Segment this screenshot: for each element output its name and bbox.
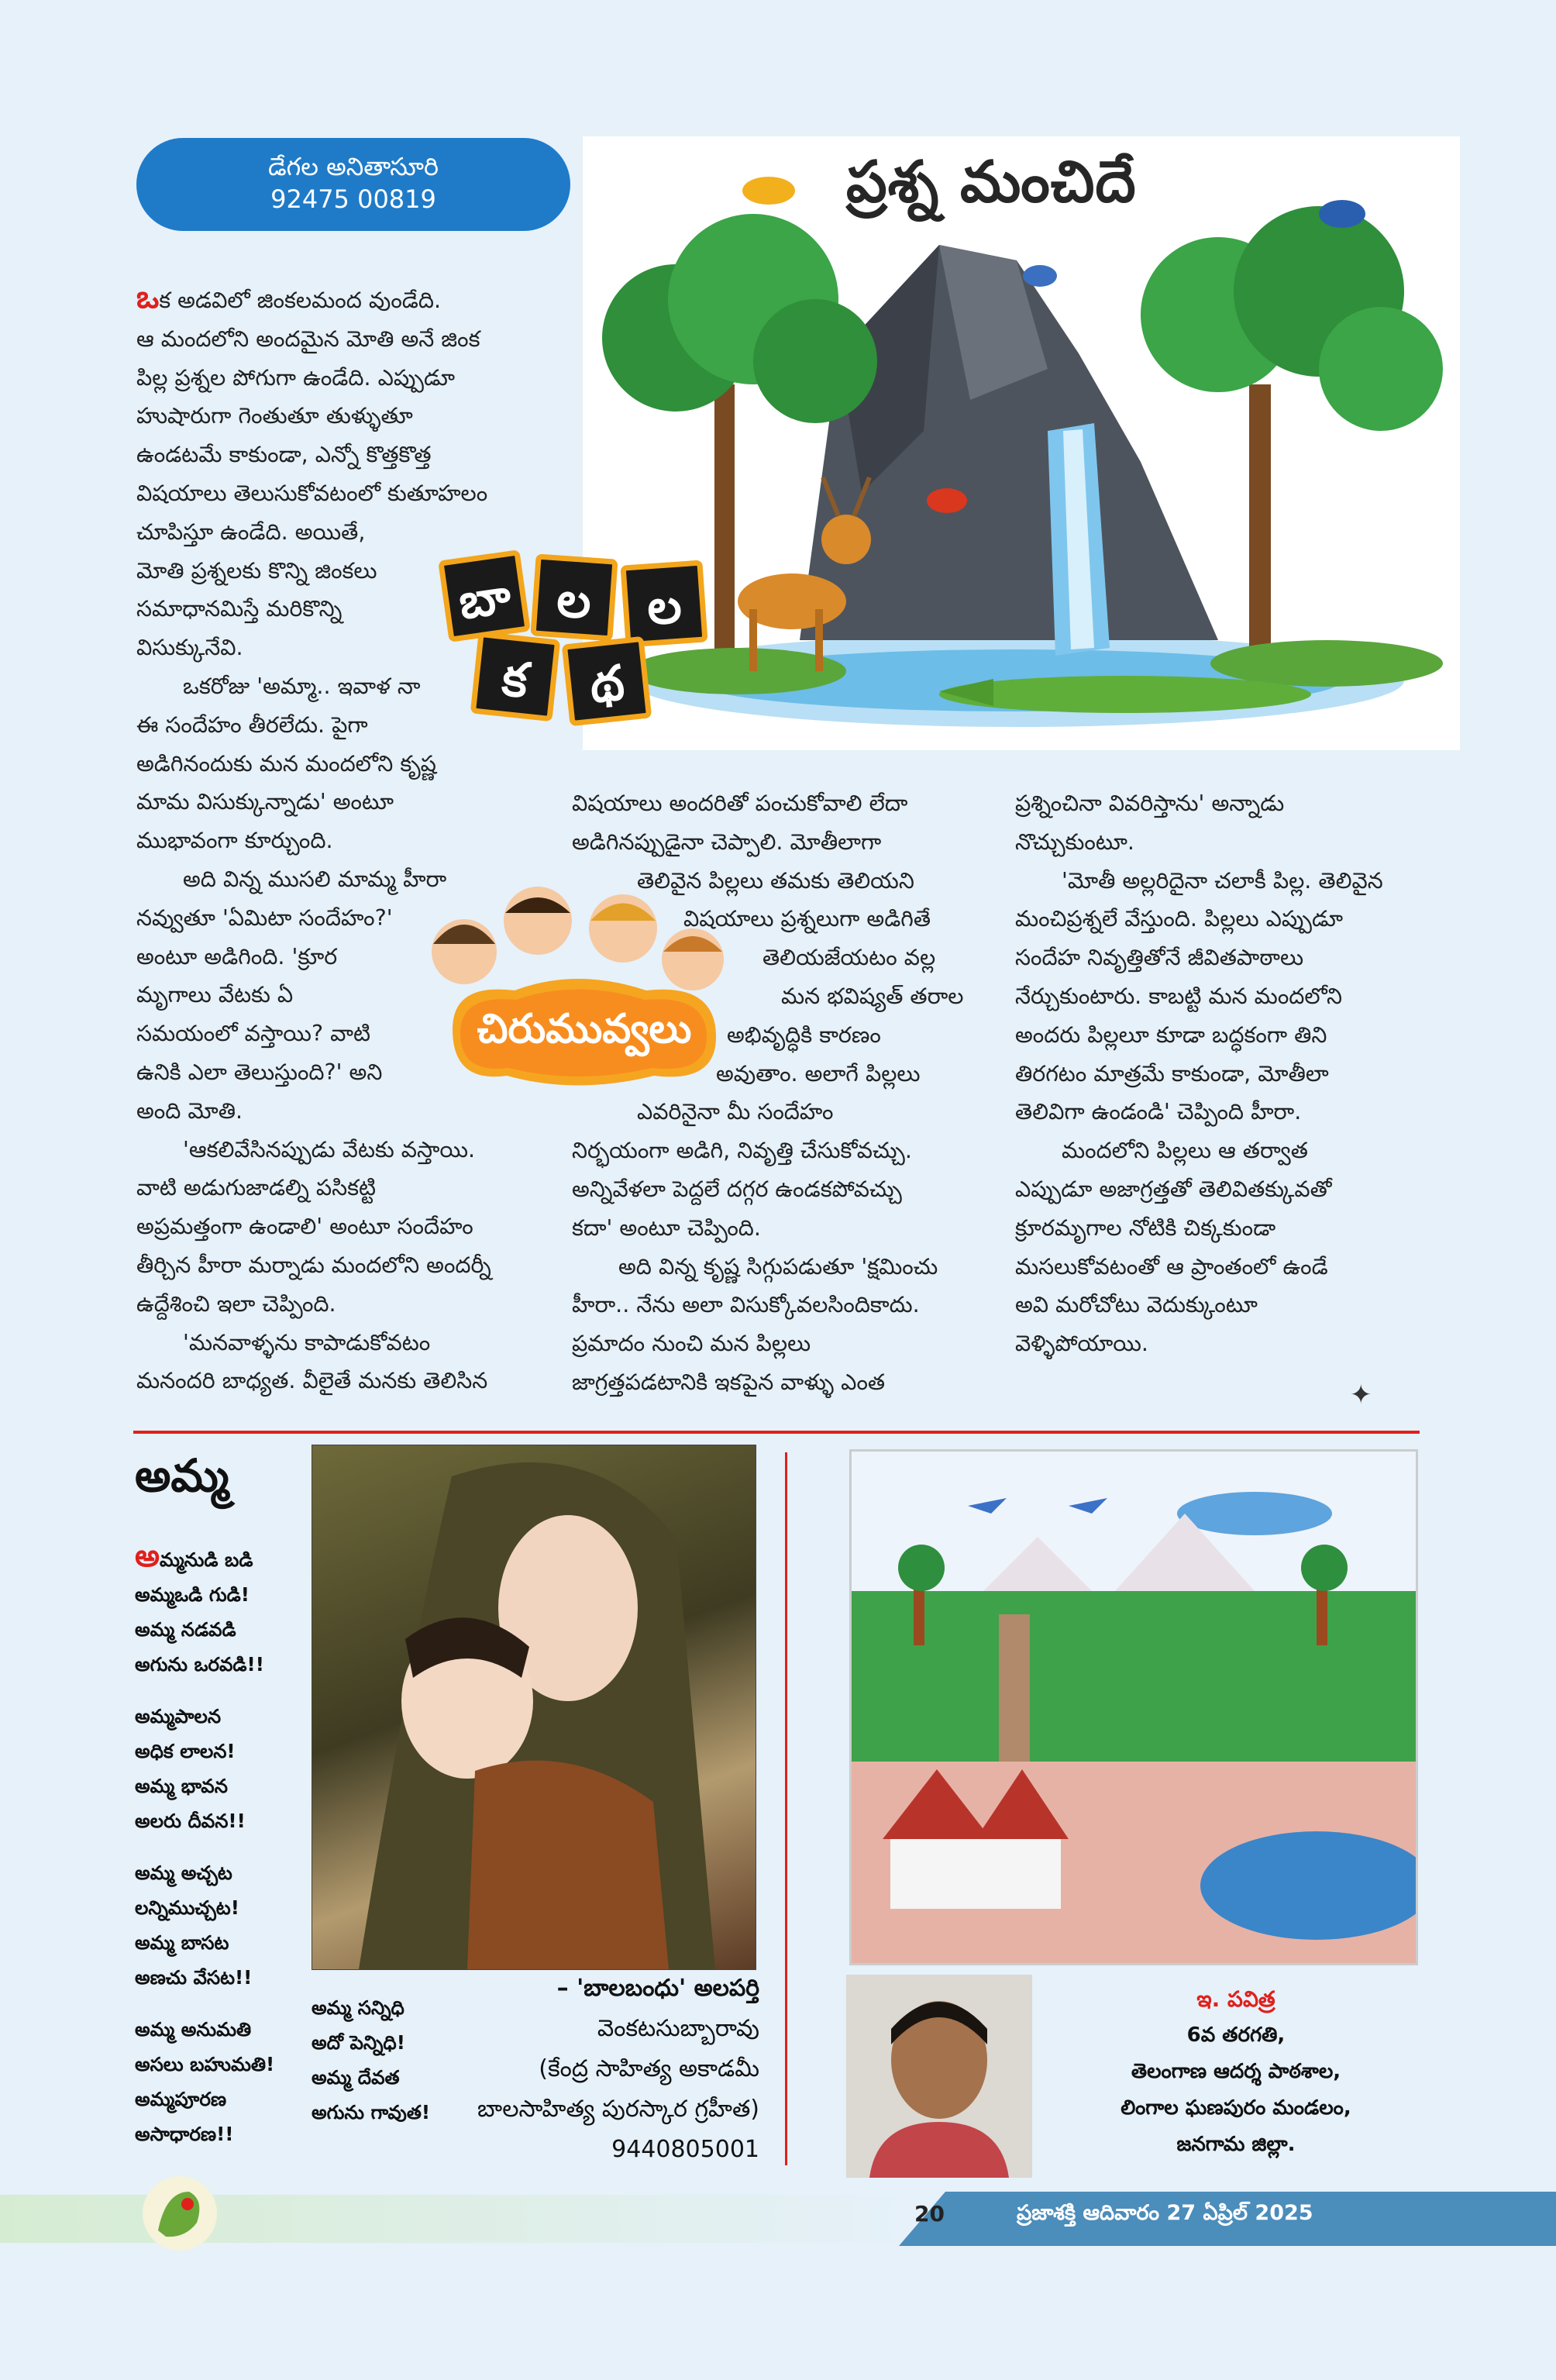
story-line: వాటి అడుగుజాడల్ని పసికట్టి [136, 1175, 377, 1201]
kids-faces-icon [422, 882, 738, 1114]
forest-scene-image [583, 136, 1460, 750]
publication-logo-icon [143, 2176, 217, 2251]
poem-line: అలరు దీవన!! [135, 1810, 246, 1832]
story-line: ఒక అడవిలో జింకలమంద వుండేది. [136, 280, 442, 315]
poem-line: అగును ఒరవడి!! [135, 1653, 264, 1676]
story-line: ఒకరోజు 'అమ్మా.. ఇవాళ నా [183, 673, 421, 699]
poem-line: అమ్మ నడవడి [135, 1618, 236, 1641]
student-district: జనగామ జిల్లా. [1176, 2133, 1296, 2156]
story-line: ఎవరినైనా మీ సందేహం [637, 1099, 834, 1125]
poem-line: అసాధారణ!! [135, 2123, 234, 2145]
story-line: ముభావంగా కూర్చుంది. [136, 828, 333, 854]
chirumuvvalu-logo [422, 882, 738, 1114]
column-divider [785, 1452, 787, 2165]
drop-cap: అ [135, 1538, 160, 1574]
story-line: ప్రశ్నించినా వివరిస్తాను' అన్నాడు [1015, 790, 1285, 816]
poem-line: అమ్మ అనుమతి [135, 2018, 252, 2041]
story-line: హుషారుగా గెంతుతూ తుళ్ళుతూ [136, 403, 413, 429]
poem-stanzas [135, 1539, 305, 2168]
poem-line: అసలు బహుమతి! [135, 2053, 275, 2075]
poem-line: అమ్మ బాసట [135, 1931, 229, 1954]
story-line: అడిగినందుకు మన మందలోని కృష్ణ [136, 750, 436, 777]
credit-line: – 'బాలబంధు' అలపర్తి [556, 1975, 759, 2002]
poem-line: అమ్మపాలన [135, 1705, 222, 1727]
story-line: అప్రమత్తంగా ఉండాలి' అంటూ సందేహం [136, 1214, 473, 1240]
drop-cap: ఒ [136, 280, 160, 315]
section-divider [133, 1431, 1420, 1434]
story-line: తెలివిగా ఉండండి' చెప్పింది హీరా. [1015, 1099, 1302, 1125]
credit-line: బాలసాహిత్య పురస్కార గ్రహీత) [477, 2096, 759, 2123]
story-line: తెలివైన పిల్లలు తమకు తెలియని [637, 867, 914, 894]
mother-child-image [312, 1445, 756, 1969]
poem-last-stanza [312, 1990, 482, 2147]
story-line: అది విన్న ముసలి మామ్మ హీరా [183, 866, 447, 892]
story-line: ప్రమాదం నుంచి మన పిల్లలు [572, 1331, 811, 1357]
tile-ka: క [470, 632, 560, 722]
sparkle-icon: ✦ [1350, 1379, 1372, 1410]
story-line: క్రూరమృగాల నోటికి చిక్కకుండా [1015, 1214, 1276, 1241]
author-name: డేగల అనితాసూరి [267, 152, 439, 181]
story-line: 'మోతీ అల్లరిదైనా చలాకీ పిల్ల. తెలివైన [1062, 867, 1383, 894]
story-line: ఆ మందలోని అందమైన మోతి అనే జింక [136, 325, 480, 352]
story-line: సమాధానమిస్తే మరికొన్ని [136, 596, 343, 622]
story-line: అవుతాం. అలాగే పిల్లలు [716, 1060, 921, 1087]
story-line: అంది మోతి. [136, 1097, 243, 1124]
page-number: 20 [914, 2201, 945, 2227]
poem-line: అమ్మఒడి గుడి! [135, 1583, 250, 1606]
story-line: అభివృద్ధికి కారణం [727, 1021, 881, 1048]
story-line: నేర్చుకుంటారు. కాబట్టి మన మందలోని [1015, 983, 1343, 1009]
story-line: మనందరి బాధ్యత. వీలైతే మనకు తెలిసిన [136, 1368, 488, 1394]
story-line: 'ఆకలివేసినప్పుడు వేటకు వస్తాయి. [183, 1136, 476, 1162]
poem-line: అమ్మ సన్నిధి [312, 1996, 404, 2019]
masthead-text: ప్రజాశక్తి ఆదివారం 27 ఏప్రిల్ 2025 [1017, 2201, 1313, 2225]
poem-line: అధిక లాలన! [135, 1740, 236, 1762]
story-column-1 [136, 279, 570, 1400]
story-line: విషయాలు అందరితో పంచుకోవాలి లేదా [572, 790, 908, 816]
poem-line: అమ్మ భావన [135, 1775, 228, 1797]
story-line: అందరు పిల్లలూ కూడా బద్ధకంగా తిని [1015, 1021, 1327, 1048]
story-line: కదా' అంటూ చెప్పింది. [572, 1214, 761, 1241]
poem-line: అగును గావుత! [312, 2101, 431, 2123]
tile-ba: బా [438, 549, 531, 642]
author-phone: 92475 00819 [270, 184, 436, 214]
village-drawing-image [852, 1452, 1416, 1963]
story-line: నొచ్చుకుంటూ. [1015, 828, 1134, 855]
story-line: ఎప్పుడూ అజాగ్రత్తతో తెలివితక్కువతో [1015, 1176, 1332, 1202]
story-line: మృగాలు వేటకు ఏ [136, 982, 294, 1008]
credit-line: (కేంద్ర సాహిత్య అకాడమీ [539, 2055, 759, 2082]
story-line: హీరా.. నేను అలా విసుక్కోవలసిందికాదు. [572, 1292, 920, 1318]
story-line: తెలియజేయటం వల్ల [763, 945, 936, 971]
student-info [1062, 1981, 1410, 2163]
poem-stanza [135, 1855, 305, 1995]
story-line: విసుక్కునేవి. [136, 635, 243, 661]
mother-child-painting [312, 1445, 756, 1970]
story-line: విషయాలు ప్రశ్నలుగా అడిగితే [683, 906, 931, 932]
story-line: సందేహ నివృత్తితోనే జీవితపాఠాలు [1015, 945, 1304, 971]
credit-line: 9440805001 [611, 2136, 759, 2163]
student-drawing [849, 1449, 1418, 1965]
poem-title: అమ్మ [135, 1449, 229, 1502]
story-line: ఉండటమే కాకుండా, ఎన్నో కొత్తకొత్త [136, 442, 432, 468]
story-line: విషయాలు తెలుసుకోవటంలో కుతూహలం [136, 480, 488, 506]
story-line: తిరగటం మాత్రమే కాకుండా, మోతీలా [1015, 1060, 1329, 1087]
author-byline [136, 138, 570, 231]
story-line: సమయంలో వస్తాయి? వాటి [136, 1021, 371, 1047]
story-line: అడిగినప్పుడైనా చెప్పాలి. మోతీలాగా [572, 828, 882, 855]
tile-la-1: ల [530, 553, 618, 641]
story-column-3 [1015, 784, 1449, 1363]
student-school: తెలంగాణ ఆదర్శ పాఠశాల, [1131, 2060, 1341, 2083]
story-line: అవి మరోచోటు వెదుక్కుంటూ [1015, 1292, 1258, 1318]
story-line: మందలోని పిల్లలు ఆ తర్వాత [1062, 1138, 1308, 1164]
poem-line: అమ్మ అచ్చట [135, 1862, 232, 1884]
story-line: నవ్వుతూ 'ఏమిటా సందేహం?' [136, 904, 393, 931]
poem-line: అణచు వేసట!! [135, 1966, 253, 1989]
poem-line: అదో పెన్నిధి! [312, 2031, 405, 2054]
chirumuvvalu-label: చిరుమువ్వలు [477, 1006, 692, 1052]
poem-line: అమ్మ దేవత [312, 2066, 400, 2089]
story-title: ప్రశ్న మంచిదే [846, 149, 1137, 215]
poem-credit [465, 1968, 759, 2170]
story-line: ఉనికి ఎలా తెలుస్తుంది?' అని [136, 1059, 383, 1085]
story-line: ఉద్దేశించి ఇలా చెప్పింది. [136, 1290, 336, 1317]
story-line: చూపిస్తూ ఉండేది. అయితే, [136, 518, 366, 545]
story-line: అంటూ అడిగింది. 'క్రూర [136, 943, 338, 970]
poem-stanza [135, 1539, 305, 1682]
story-line: మోతి ప్రశ్నలకు కొన్ని జింకలు [136, 557, 377, 584]
story-line: జాగ్రత్తపడటానికి ఇకపైన వాళ్ళు ఎంత [572, 1369, 886, 1395]
poem-line: లన్నిముచ్చట! [135, 1896, 239, 1919]
student-class: 6వ తరగతి, [1186, 2024, 1286, 2047]
story-illustration [583, 136, 1460, 750]
student-mandal: లింగాల ఘణపురం మండలం, [1121, 2096, 1351, 2120]
poem-line: అమ్మపూరణ [135, 2088, 227, 2110]
story-line: నిర్భయంగా అడిగి, నివృత్తి చేసుకోవచ్చు. [572, 1138, 912, 1164]
poem-line: అమ్మనుడి బడి [135, 1538, 253, 1574]
student-name: ఇ. పవిత్ర [1196, 1986, 1275, 2012]
credit-line: వెంకటసుబ్బారావు [597, 2015, 759, 2042]
story-line: అది విన్న కృష్ణ సిగ్గుపడుతూ 'క్షమించు [618, 1253, 938, 1280]
poem-stanza [135, 1699, 305, 1838]
poem-stanza [135, 2012, 305, 2151]
story-line: తీర్చిన హీరా మర్నాడు మందలోని అందర్నీ [136, 1252, 491, 1278]
story-line: మన భవిష్యత్ తరాల [781, 983, 964, 1009]
tile-tha: థ [562, 636, 652, 726]
footer-strip [0, 2195, 930, 2243]
story-line: ఈ సందేహం తీరలేదు. పైగా [136, 711, 368, 738]
story-line: మంచిప్రశ్నలే వేస్తుంది. పిల్లలు ఎప్పుడూ [1015, 906, 1344, 932]
story-line: పిల్ల ప్రశ్నల పోగుగా ఉండేది. ఎప్పుడూ [136, 364, 456, 391]
poem-stanza [312, 1990, 482, 2130]
story-line: 'మనవాళ్ళను కాపాడుకోవటం [183, 1329, 431, 1355]
tile-la-2: ల [620, 560, 707, 647]
story-line: మసలుకోవటంతో ఆ ప్రాంతంలో ఉండే [1015, 1253, 1328, 1280]
story-line: వెళ్ళిపోయాయి. [1015, 1331, 1148, 1357]
story-line: మామ విసుక్కున్నాడు' అంటూ [136, 789, 394, 815]
student-photo [846, 1975, 1032, 2178]
story-line: అన్నివేళలా పెద్దలే దగ్గర ఉండకపోవచ్చు [572, 1176, 902, 1202]
student-portrait-image [846, 1975, 1032, 2178]
